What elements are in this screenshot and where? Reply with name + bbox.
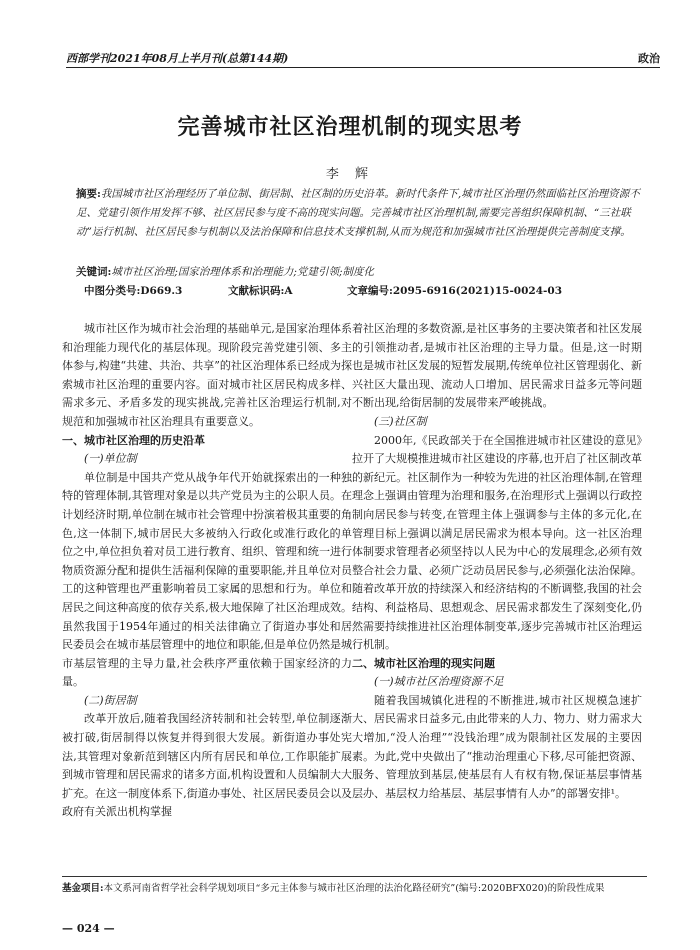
- subsection-heading: (一)单位制: [84, 452, 137, 466]
- subsection-heading: (三)社区制: [374, 414, 427, 428]
- body-column-left: [62, 320, 352, 822]
- abstract-label: 摘要:: [76, 188, 101, 200]
- paragraph: 城市社区作为城市社会治理的基础单元,是国家治理体系和治理能力现代化的基层体现。现阶段完善党建引领、多主体参与,构建“共建、共治、共享”的社区治理体系已经成为探索城市社区治理的重要内容。面对城市社区居民构成多样、需求多元、矛盾多发的现实挑战,完善社区治理运行机制,对规范和加强城市社区治理具有重要意义。: [62, 322, 352, 428]
- keywords-label: 关键词:: [76, 266, 112, 278]
- article-title: 完善城市社区治理机制的现实思考: [177, 114, 523, 140]
- paragraph: 改革开放后,随着我国经济转制和社会转型,单位制逐渐被打破,街居制得以恢复并得到很大发展。新街道办事处宪法,其管理对象新范到辖区内所有居民和单位,工作职能扩展到城市管理和居民需求的诸多方面,机构设置和人员编制大大扩充。在这一制度体系下,街道办事处、社区居民委员会以及政府有关派出机构掌握: [62, 712, 352, 819]
- footnote: [62, 881, 647, 896]
- header-rule: [66, 67, 660, 68]
- body-column-right: [352, 320, 642, 803]
- author-name: 李 辉: [325, 167, 375, 182]
- subsection-heading: (二)街居制: [84, 693, 137, 707]
- page-number: — 024 —: [62, 922, 115, 935]
- section-label: 政治: [638, 52, 660, 65]
- paragraph: 随着我国城镇化进程的不断推进,城市社区规模急速扩大、居民需求日益多元,由此带来的人力、物力、财力需求大大增加,“没人治理”“没钱治理”成为限制社区发展的主要因素。为此,党中央做出了“推动治理重心下移,尽可能把资源、服务、管理放到基层,使基层有人有权有物,保证基层事情基层办、基层权力给基层、基层事情有人办”的部署安排¹。: [352, 693, 642, 800]
- document-code: 文献标识码:A: [228, 285, 293, 297]
- keywords: [76, 264, 650, 279]
- classification-number: 中图分类号:D669.3: [84, 285, 183, 297]
- section-heading: 一、城市社区治理的历史沿革: [62, 433, 205, 447]
- journal-name: 西部学刊2021年08月上半月刊(总第144期): [66, 52, 289, 65]
- section-heading: 二、城市社区治理的现实问题: [352, 656, 495, 670]
- paragraph: 着社区治理的多数资源,是社区事务的主要决策者和社区发展的引领推动者,是城市社区治理的主导力量。但是,这一时期也是城市社区发展的短暂发展期,传统单位社区管理弱化、新兴社区大量出现、流动人口增加、居民需求日益多元等问题不断出现,给街居制的发展带来严峻挑战。: [352, 322, 642, 410]
- footnote-label: 基金项目:: [62, 883, 104, 894]
- subsection-heading: (一)城市社区治理资源不足: [374, 675, 504, 689]
- abstract-text: 我国城市社区治理经历了单位制、街居制、社区制的历史沿革。新时代条件下,城市社区治理仍然面临社区治理资源不足、党建引领作用发挥不够、社区居民参与度不高的现实问题。完善城市社区治理机制,需要完善组织保障机制、“三社联动”运行机制、社区居民参与机制以及法治保障和信息技术支撑机制,从而为规范和加强城市社区治理提供完善制度支撑。: [76, 188, 640, 238]
- footnote-rule: [62, 876, 647, 877]
- article-number: 文章编号:2095-6916(2021)15-0024-03: [347, 285, 563, 297]
- paragraph: 2000年,《民政部关于在全国推进城市社区建设的意见》拉开了大规模推进城市社区建设的序幕,也开启了社区制改革的新纪元。社区制作为一种较为先进的社区治理体制,在管理理念上强调由管理为治理和服务,在治理形式上强调以行政控制向居民参与转变,在管理主体上强调参与主体的多元化,在管理目标上强调以满足居民需求为根本导向。这一社区治理体制要求管理者必须坚持以人民为中心的发展理念,必须有效整合社会力量、必须广泛动员居民参与,必须强化法治保障。随着改革开放的持续深入和经济结构的不断调整,我国的社会结构、利益格局、思想观念、居民需求都发生了深刻变化,仍然需要持续推进社区治理体制变革,逐步完善城市社区治理运行机制。: [352, 433, 642, 652]
- abstract: [76, 185, 650, 242]
- paragraph: 单位制是中国共产党从战争年代开始就探索出的一种独特的管理体制,其管理对象是以共产党员为主的公职人员。在计划经济时期,单位制在城市社会管理中扮演着极其重要的角色,这一体制下,城市居民大多被纳入行政化或准行政化的单位之中,单位担负着对员工进行教育、组织、管理和统一进行物质资源分配和提供生活福利保障的重要职能,并且单位对员工的这种管理也严重影响着员工家属的思想和行为。单位和居民之间这种高度的依存关系,极大地保障了社区治理成效。虽然我国于1954年通过的相关法律确立了街道办事处和居民委员会在城市基层管理中的地位和职能,但是单位仍然是城市基层管理的主导力量,社会秩序严重依赖于国家经济的力量。: [62, 470, 352, 689]
- page-header: [66, 50, 660, 68]
- footnote-text: 本文系河南省哲学社会科学规划项目“多元主体参与城市社区治理的法治化路径研究”(编号:2020BFX020)的阶段性成果: [103, 883, 605, 894]
- keywords-text: 城市社区治理;国家治理体系和治理能力;党建引领;制度化: [111, 266, 375, 278]
